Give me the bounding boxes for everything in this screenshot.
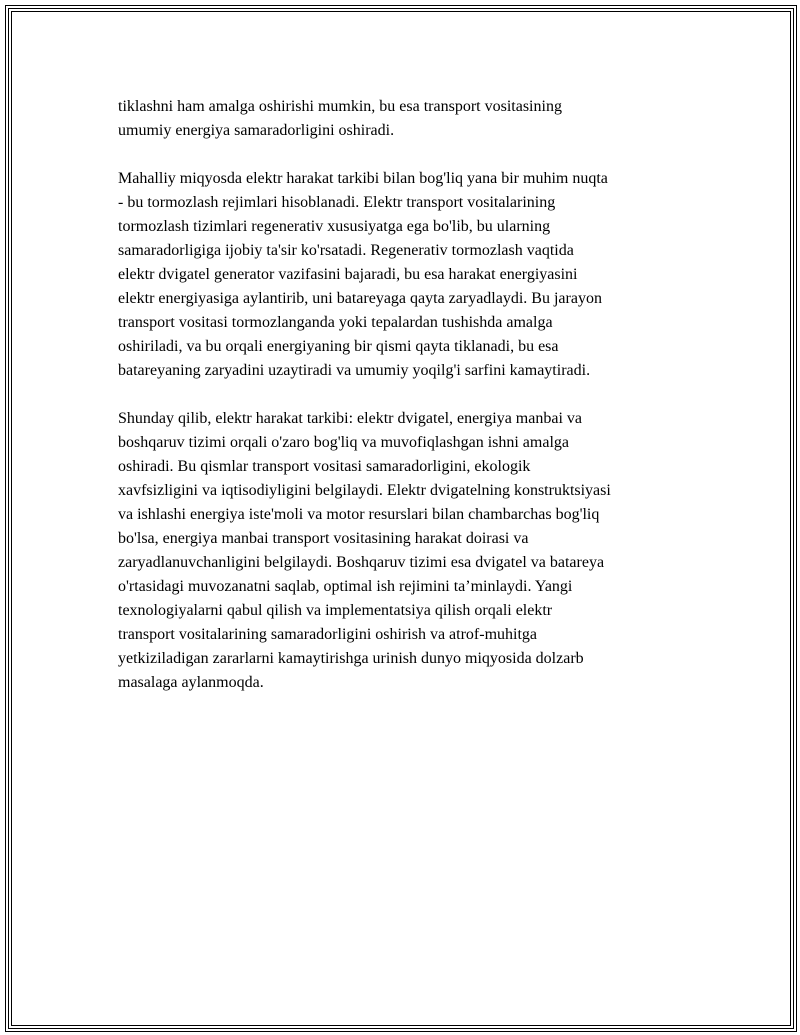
paragraph-2: Mahalliy miqyosda elektr harakat tarkibi bilan bog'liq yana bir muhim nuqta - bu tormozlash rejimlari hisoblanadi. Elektr transport vositalarining tormozlash tizimlari regenerativ xususiyatga ega bo'lib, bu ularning samaradorligiga ijobiy ta'sir ko'rsatadi. Regenerativ tormozlash vaqtida elektr dvigatel generator vazifasini bajaradi, bu esa harakat energiyasini elektr energiyasiga aylantirib, uni batareyaga qayta zaryadlaydi. Bu jarayon transport vositasi tormozlanganda yoki tepalardan tushishda amalga oshiriladi, va bu orqali energiyaning bir qismi qayta tiklanadi, bu esa batareyaning zaryadini uzaytiradi va umumiy yoqilg'i sarfini kamaytiradi. bbox=[118, 170, 608, 379]
paragraph-3: Shunday qilib, elektr harakat tarkibi: elektr dvigatel, energiya manbai va boshqaruv tizimi orqali o'zaro bog'liq va muvofiqlashgan ishni amalga oshiradi. Bu qismlar transport vositasi samaradorligini, ekologik xavfsizligini va iqtisodiyligini belgilaydi. Elektr dvigatelning konstruktsiyasi va ishlashi energiya iste'moli va motor resurslari bilan chambarchas bog'liq bo'lsa, energiya manbai transport vositasining harakat doirasi va zaryadlanuvchanligini belgilaydi. Boshqaruv tizimi esa dvigatel va batareya o'rtasidagi muvozanatni saqlab, optimal ish rejimini ta’minlaydi. Yangi texnologiyalarni qabul qilish va implementatsiya qilish orqali elektr transport vositalarining samaradorligini oshirish va atrof-muhitga yetkiziladigan zararlarni kamaytirishga urinish dunyo miqyosida dolzarb masalaga aylanmoqda. bbox=[118, 410, 611, 691]
paragraph-1: tiklashni ham amalga oshirishi mumkin, bu esa transport vositasining umumiy energiya samaradorligini oshiradi. bbox=[118, 98, 562, 139]
document-body bbox=[118, 95, 698, 719]
